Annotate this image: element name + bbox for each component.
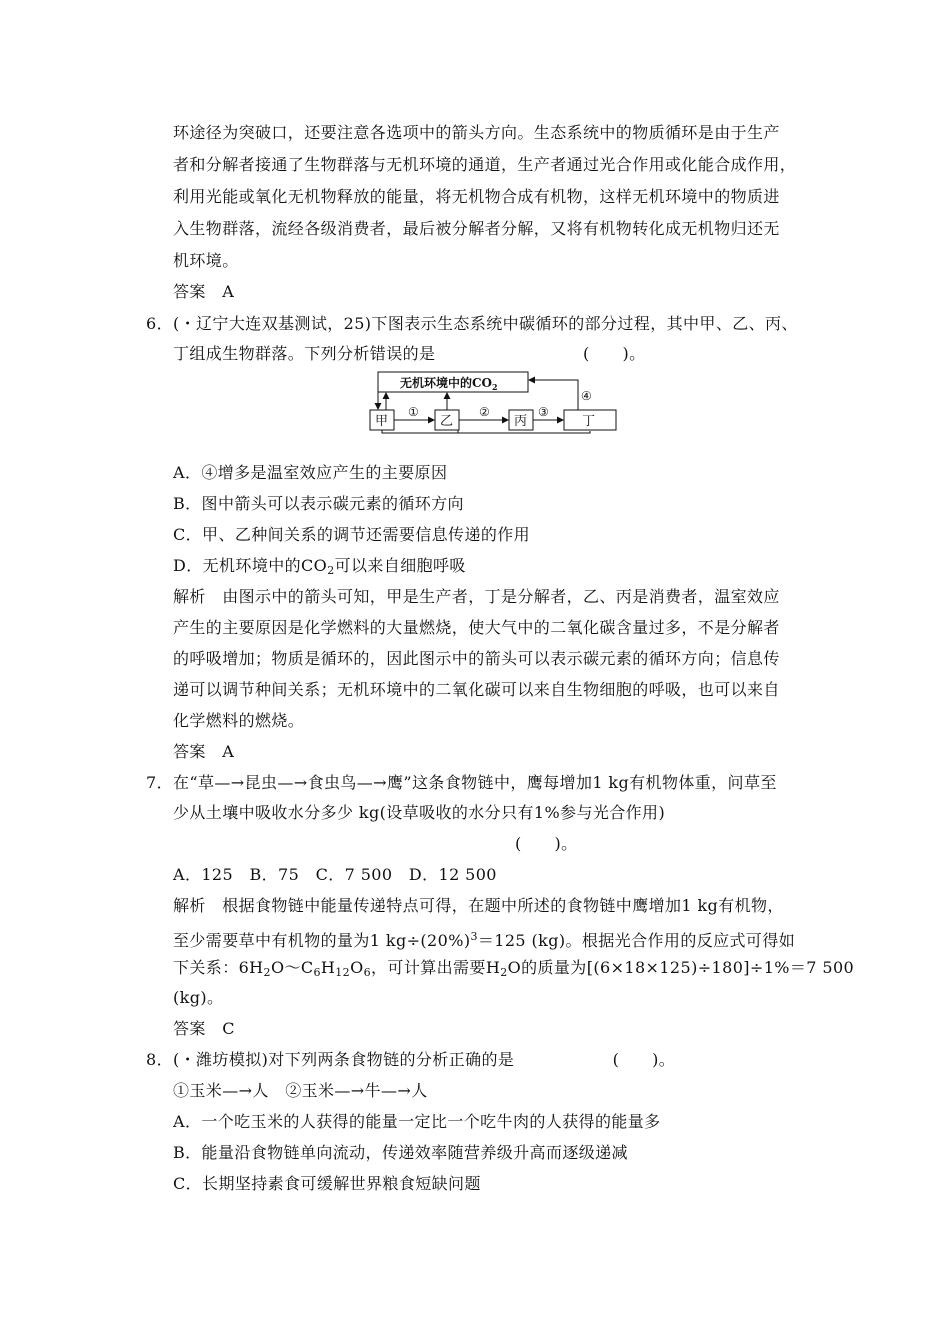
q8-option-b: B．能量沿食物链单向流动，传递效率随营养级升高而逐级递减 [173, 1143, 628, 1162]
node-ding-label: 丁 [582, 414, 596, 429]
q6-answer: 答案 A [173, 742, 235, 761]
q8-chains: ①玉米—→人 ②玉米—→牛—→人 [173, 1081, 428, 1100]
q6-option-a: A．④增多是温室效应产生的主要原因 [173, 463, 448, 482]
q6-explanation-line: 产生的主要原因是化学燃料的大量燃烧，使大气中的二氧化碳含量过多，不是分解者 [173, 618, 780, 637]
q6-stem: 6．(・辽宁大连双基测试，25)下图表示生态系统中碳循环的部分过程，其中甲、乙、丙、 [146, 314, 798, 333]
q5-explanation-line: 环途径为突破口，还要注意各选项中的箭头方向。生态系统中的物质循环是由于生产 [173, 123, 780, 142]
q7-blank: ( )。 [515, 834, 578, 853]
arrow-label-2: ② [479, 405, 490, 419]
q7-stem: 少从土壤中吸收水分多少 kg(设草吸收的水分只有1%参与光合作用) [173, 803, 666, 822]
q6-explanation-line: 的呼吸增加；物质是循环的，因此图示中的箭头可以表示碳元素的循环方向；信息传 [173, 649, 780, 668]
arrow-label-1: ① [408, 405, 419, 419]
q7-explanation-line: (kg)。 [173, 988, 224, 1007]
q6-explanation-line: 解析 由图示中的箭头可知，甲是生产者，丁是分解者，乙、丙是消费者，温室效应 [173, 587, 780, 606]
q5-explanation-line: 者和分解者接通了生物群落与无机环境的通道，生产者通过光合作用或化能合成作用， [173, 155, 797, 174]
q5-explanation-line: 利用光能或氧化无机物释放的能量，将无机物合成有机物，这样无机环境中的物质进 [173, 187, 780, 206]
node-jia-label: 甲 [375, 414, 389, 429]
q7-options: A．125 B．75 C．7 500 D．12 500 [173, 865, 497, 884]
q6-explanation-line: 化学燃料的燃烧。 [173, 711, 305, 730]
q8-option-a: A．一个吃玉米的人获得的能量一定比一个吃牛肉的人获得的能量多 [173, 1112, 661, 1131]
q8-option-c: C．长期坚持素食可缓解世界粮食短缺问题 [173, 1174, 481, 1193]
q5-answer: 答案 A [173, 282, 235, 301]
q6-option-d: D．无机环境中的$CO_2$可以来自细胞呼吸 [173, 556, 466, 577]
q6-option-b: B．图中箭头可以表示碳元素的循环方向 [173, 494, 464, 513]
q7-answer: 答案 C [173, 1019, 235, 1038]
node-bing-label: 丙 [514, 414, 528, 429]
co2-box-label: 无机环境中的$CO_2$ [400, 376, 498, 392]
q7-explanation-line: 至少需要草中有机物的量为1 $kg\div(20\%)^3=125$ (kg)。根据光合作用的反应式可得如 [173, 930, 796, 950]
node-yi-label: 乙 [440, 414, 454, 429]
carbon-cycle-diagram [368, 370, 618, 434]
q6-explanation-line: 递可以调节种间关系；无机环境中的二氧化碳可以来自生物细胞的呼吸，也可以来自 [173, 680, 780, 699]
arrow-label-3: ③ [538, 405, 549, 419]
q5-explanation-line: 机环境。 [173, 251, 239, 270]
q7-explanation-line: 下关系：$6H_2O\sim C_6H_{12}O_6$，可计算出需要$H_2O$的质量为[(6×18×125)÷180]÷1%＝7 500 [173, 958, 855, 979]
q7-stem: 7．在“草—→昆虫—→食虫鸟—→鹰”这条食物链中，鹰每增加1 kg有机物体重，问草至 [146, 773, 777, 792]
q6-stem: 丁组成生物群落。下列分析错误的是 ( )。 [173, 344, 646, 363]
arrow-label-4: ④ [581, 389, 592, 403]
q7-explanation-line: 解析 根据食物链中能量传递特点可得，在题中所述的食物链中鹰增加1 kg有机物， [173, 896, 784, 915]
q6-option-c: C．甲、乙种间关系的调节还需要信息传递的作用 [173, 525, 531, 544]
q8-stem: 8．(・潍坊模拟)对下列两条食物链的分析正确的是 ( )。 [146, 1050, 676, 1069]
q5-explanation-line: 入生物群落，流经各级消费者，最后被分解者分解，又将有机物转化成无机物归还无 [173, 219, 780, 238]
